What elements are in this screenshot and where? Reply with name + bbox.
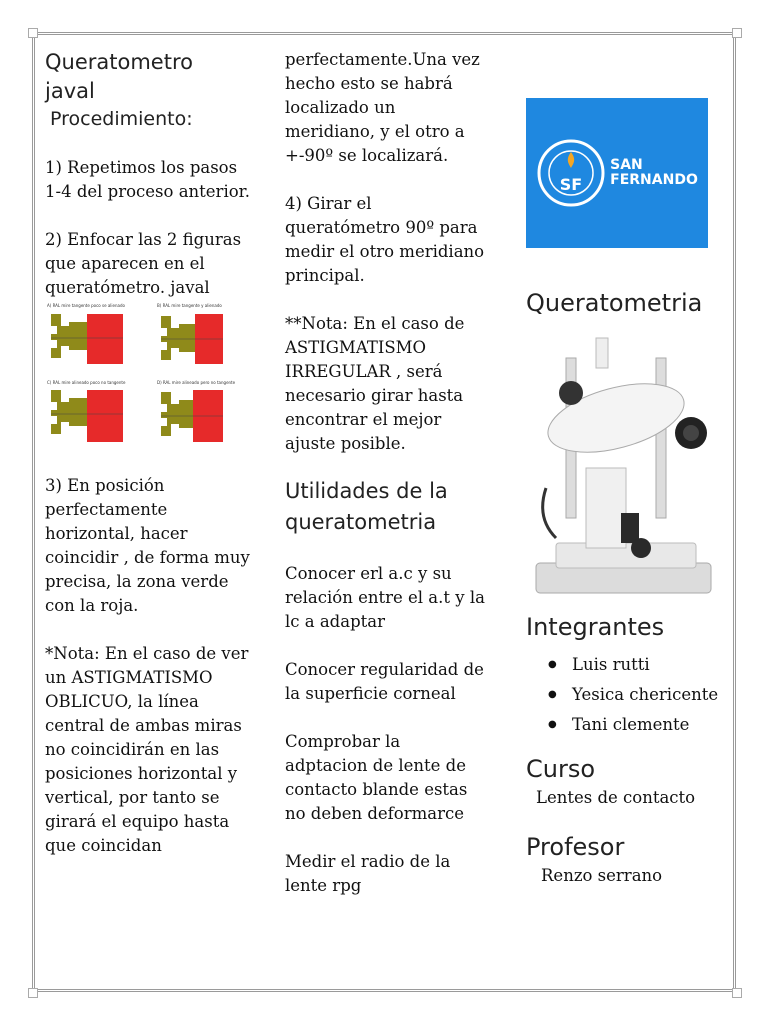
column-2 xyxy=(285,48,485,898)
utilidad-1: Conocer erl a.c y su relación entre el a.t y la lc a adaptar xyxy=(285,564,485,631)
logo-text-san: SAN xyxy=(610,157,643,173)
curso-heading: Curso xyxy=(526,755,596,783)
mire-c xyxy=(51,390,123,442)
institute-seal-icon xyxy=(536,138,606,208)
mire-caption-d: D) RAL mire alineado pero no tangente xyxy=(157,380,236,385)
procedure-heading: Procedimiento: xyxy=(50,108,193,130)
mire-d xyxy=(161,390,223,442)
mire-caption-b: B) RAL mire tangente y alienado xyxy=(157,303,222,308)
note-oblique: *Nota: En el caso de ver un ASTIGMATISMO OBLICUO, la línea central de ambas miras no coincidirán en las posiciones horizontal y vertical, por tanto se girará el equipo hasta que coincidan xyxy=(45,644,249,855)
mire-b xyxy=(161,314,223,364)
frame-corner xyxy=(28,988,38,998)
brochure-title: Queratometro javal xyxy=(45,50,193,103)
frame-corner xyxy=(732,988,742,998)
step-3-continued: perfectamente.Una vez hecho esto se habrá localizado un meridiano, y el otro a +-90º se localizará. xyxy=(285,50,480,165)
step-2: 2) Enfocar las 2 figuras que aparecen en el queratómetro. javal xyxy=(45,230,242,297)
step-4: 4) Girar el queratómetro 90º para medir el otro meridiano principal. xyxy=(285,194,485,285)
keratometer-mires-image xyxy=(45,302,236,452)
list-item: ● Luis rutti xyxy=(548,650,746,680)
profesor-value: Renzo serrano xyxy=(541,866,663,885)
san-fernando-logo xyxy=(526,98,708,248)
list-item: ● Tani clemente xyxy=(548,710,746,740)
integrantes-heading: Integrantes xyxy=(526,613,665,641)
column-3 xyxy=(526,98,746,888)
mire-caption-c: C) RAL mire alineado poco no tangente xyxy=(47,380,126,385)
utilidad-3: Comprobar la adptacion de lente de contacto blande estas no deben deformarce xyxy=(285,732,468,823)
step-1: 1) Repetimos los pasos 1-4 del proceso anterior. xyxy=(45,158,250,201)
mire-caption-a: A) RAL mire tangente poco se alienado xyxy=(47,303,125,308)
section-title-queratometria: Queratometria xyxy=(526,289,703,317)
column-1 xyxy=(45,48,255,858)
mire-a xyxy=(51,314,123,364)
svg-text:SF: SF xyxy=(559,175,583,194)
curso-value: Lentes de contacto xyxy=(536,788,696,807)
utilidad-4: Medir el radio de la lente rpg xyxy=(285,852,451,895)
logo-text-fernando: FERNANDO xyxy=(610,172,698,188)
keratometer-photo xyxy=(526,328,721,598)
frame-corner xyxy=(28,28,38,38)
note-irregular: **Nota: En el caso de ASTIGMATISMO IRREGULAR , será necesario girar hasta encontrar el mejor ajuste posible. xyxy=(285,314,465,453)
list-item: ● Yesica chericente xyxy=(548,680,746,710)
utilidad-2: Conocer regularidad de la superficie corneal xyxy=(285,660,484,703)
step-3: 3) En posición perfectamente horizontal, hacer coincidir , de forma muy precisa, la zona verde con la roja. xyxy=(45,476,250,615)
utilidades-heading: Utilidades de la queratometria xyxy=(285,479,448,534)
profesor-heading: Profesor xyxy=(526,833,625,861)
integrantes-list xyxy=(526,650,746,740)
frame-corner xyxy=(732,28,742,38)
